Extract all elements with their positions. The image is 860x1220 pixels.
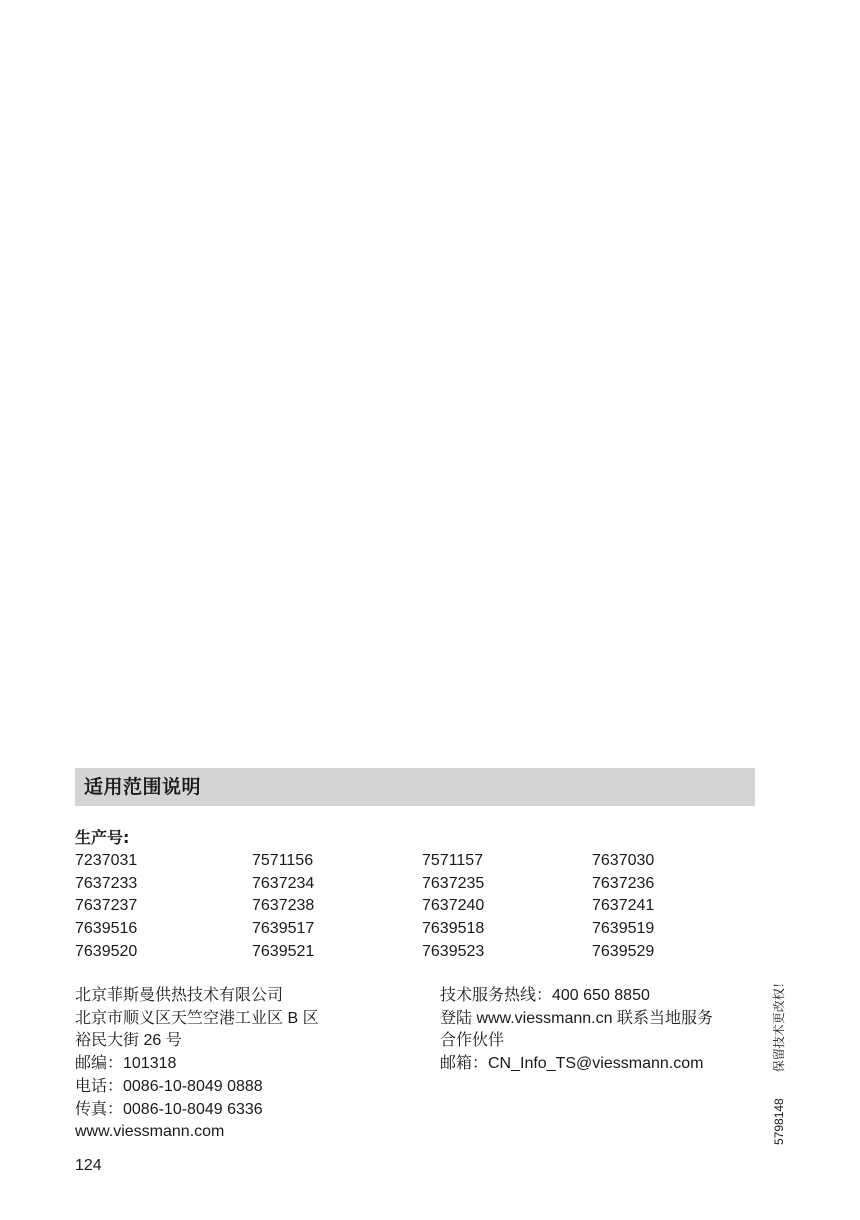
- serial-number: 7637234: [252, 874, 315, 892]
- company-name: 北京菲斯曼供热技术有限公司: [75, 987, 284, 1004]
- serial-number: 7637241: [592, 897, 655, 915]
- serial-row: [75, 941, 695, 964]
- rights-reserved-note: 保留技术更改权！: [772, 976, 786, 1073]
- address-line: 裕民大街 26 号: [75, 1032, 182, 1050]
- service-email[interactable]: 邮箱：CN_Info_TS@viessmann.com: [440, 1055, 704, 1073]
- serial-row: [75, 895, 695, 918]
- serial-row: [75, 873, 695, 896]
- serial-number: 7639520: [75, 942, 138, 960]
- service-partner-line: 合作伙伴: [440, 1032, 505, 1050]
- serial-number: 7639516: [75, 920, 138, 938]
- serial-number: 7637235: [422, 874, 485, 892]
- serial-number-table: [75, 850, 695, 963]
- serial-number: 7637030: [592, 852, 655, 869]
- serial-number: 7637238: [252, 897, 315, 915]
- serial-number: 7571156: [252, 852, 314, 869]
- page-number: 124: [75, 1157, 102, 1174]
- serial-number: 7639519: [592, 920, 655, 938]
- section-header-bar: [75, 768, 755, 806]
- serial-number: 7639529: [592, 942, 655, 960]
- serial-number: 7639521: [252, 942, 315, 960]
- serial-number: 7637237: [75, 897, 138, 915]
- serial-number: 7571157: [422, 852, 484, 869]
- side-note-vertical: [772, 976, 786, 1145]
- serial-row: [75, 850, 695, 873]
- serial-number: 7237031: [75, 852, 138, 869]
- service-hotline: 技术服务热线：400 650 8850: [440, 987, 650, 1004]
- serial-row: [75, 918, 695, 941]
- phone-number: 电话：0086-10-8049 0888: [75, 1077, 263, 1095]
- website-link[interactable]: www.viessmann.com: [75, 1123, 225, 1141]
- serial-number: 7637240: [422, 897, 485, 915]
- serial-number: 7637236: [592, 874, 655, 892]
- fax-number: 传真：0086-10-8049 6336: [75, 1100, 263, 1118]
- serial-number-label: 生产号:: [75, 828, 130, 847]
- address-line: 北京市顺义区天竺空港工业区 B 区: [75, 1009, 319, 1027]
- section-title: 适用范围说明: [84, 776, 202, 798]
- service-contact-block: [440, 985, 760, 1076]
- serial-number: 7639523: [422, 942, 485, 960]
- document-code: 5798148: [772, 1098, 786, 1145]
- company-address-block: [75, 985, 415, 1144]
- serial-number: 7639517: [252, 920, 315, 938]
- serial-number: 7637233: [75, 874, 138, 892]
- serial-number: 7639518: [422, 920, 485, 938]
- service-website-line[interactable]: 登陆 www.viessmann.cn 联系当地服务: [440, 1009, 713, 1027]
- postal-code: 邮编：101318: [75, 1055, 177, 1073]
